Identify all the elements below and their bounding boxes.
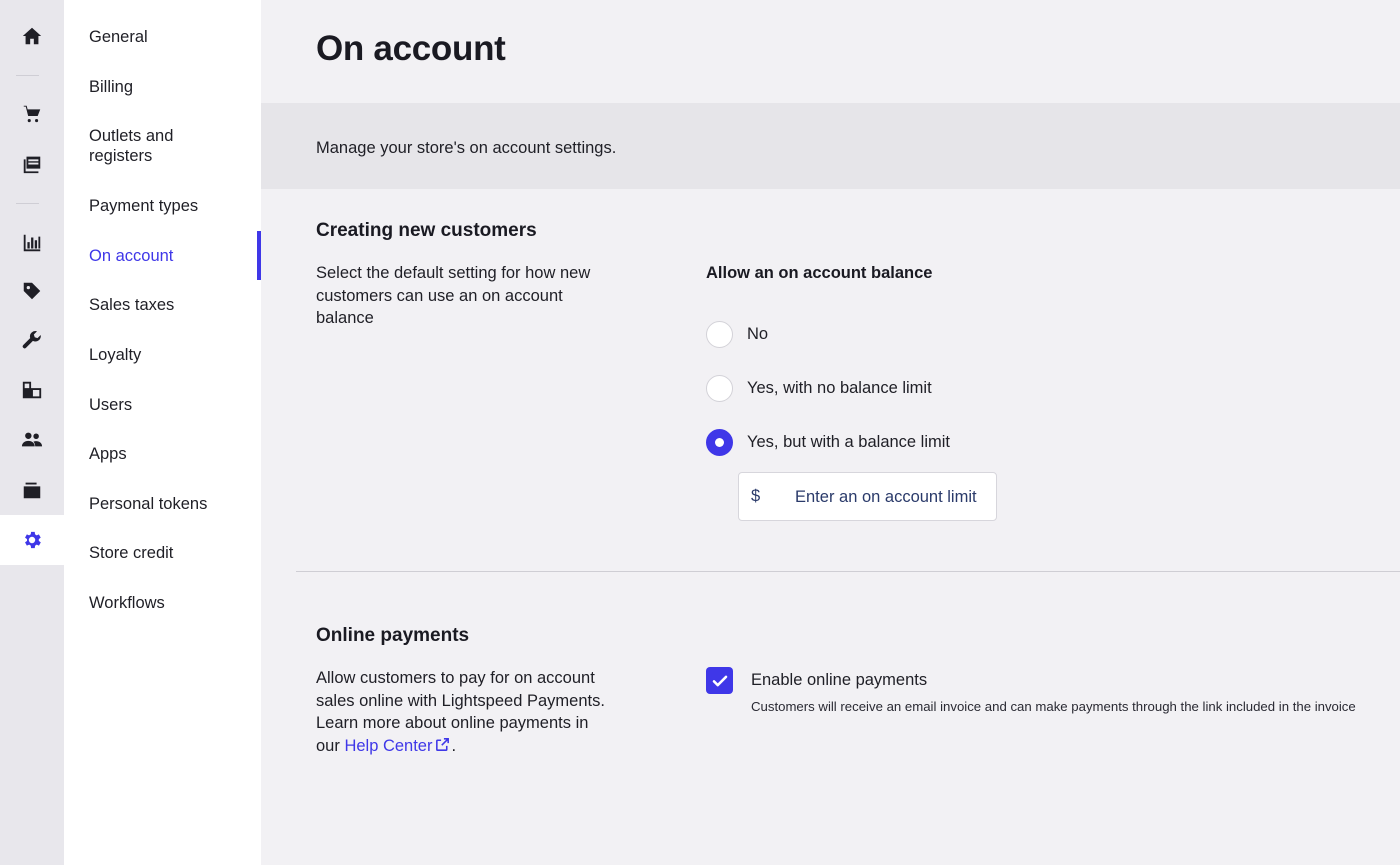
nav-item-loyalty[interactable]: Loyalty: [89, 346, 142, 364]
nav-item-personal-tokens[interactable]: Personal tokens: [89, 495, 208, 513]
help-center-link-text: Help Center: [344, 736, 433, 755]
page-description: Manage your store's on account settings.: [316, 139, 617, 157]
rail-home[interactable]: [0, 11, 64, 61]
cart-icon: [21, 103, 43, 125]
gear-icon: [21, 529, 43, 551]
radio-button[interactable]: [706, 375, 733, 402]
rail-sell[interactable]: [0, 89, 64, 139]
nav-item-sales-taxes[interactable]: Sales taxes: [89, 296, 175, 314]
section-divider: [296, 571, 1400, 572]
page-description-banner: [261, 103, 1400, 189]
radio-option-no[interactable]: [706, 320, 768, 348]
wallet-icon: [21, 479, 43, 501]
nav-item-billing[interactable]: Billing: [89, 78, 134, 96]
description-end: .: [451, 736, 457, 755]
reports-icon: [21, 232, 43, 254]
section-title-new-customers: Creating new customers: [316, 220, 537, 241]
radio-option-with-limit[interactable]: [706, 428, 950, 456]
rail-reports[interactable]: [0, 218, 64, 268]
radio-label: Yes, but with a balance limit: [747, 432, 951, 451]
help-center-link[interactable]: [344, 737, 451, 755]
settings-nav: [64, 0, 261, 865]
radio-option-no-limit[interactable]: [706, 374, 932, 402]
rail-promotions[interactable]: [0, 266, 64, 316]
catalog-icon: [21, 153, 43, 175]
nav-item-workflows[interactable]: Workflows: [89, 594, 165, 612]
home-icon: [21, 25, 43, 47]
account-limit-field[interactable]: [738, 472, 997, 521]
account-limit-input[interactable]: [795, 485, 990, 509]
wrench-icon: [21, 329, 43, 351]
main-content: [261, 0, 1400, 865]
rail-settings[interactable]: [0, 515, 64, 565]
balance-field-label: Allow an on account balance: [706, 264, 933, 282]
rail-ecommerce[interactable]: [0, 465, 64, 515]
nav-item-store-credit[interactable]: Store credit: [89, 544, 174, 562]
nav-item-payment-types[interactable]: Payment types: [89, 197, 199, 215]
rail-divider: [16, 203, 39, 204]
customers-icon: [21, 428, 43, 450]
section-title-online-payments: Online payments: [316, 625, 470, 646]
rail-customers[interactable]: [0, 414, 64, 464]
radio-label: No: [747, 324, 769, 343]
radio-button[interactable]: [706, 321, 733, 348]
radio-label: Yes, with no balance limit: [747, 378, 932, 397]
enable-online-payments-label[interactable]: Enable online payments: [751, 671, 928, 689]
radio-button-selected[interactable]: [706, 429, 733, 456]
enable-online-payments-checkbox[interactable]: [706, 667, 733, 694]
page-title: On account: [316, 29, 506, 68]
external-link-icon: [434, 736, 451, 753]
nav-item-apps[interactable]: Apps: [89, 445, 127, 463]
section-description-online-payments: [316, 667, 616, 757]
nav-item-on-account[interactable]: On account: [89, 247, 174, 265]
checkmark-icon: [711, 672, 729, 690]
rail-catalog[interactable]: [0, 139, 64, 189]
nav-item-users[interactable]: Users: [89, 396, 133, 414]
inventory-icon: [21, 379, 43, 401]
icon-rail: [0, 0, 64, 865]
rail-inventory[interactable]: [0, 365, 64, 415]
nav-item-general[interactable]: General: [89, 28, 148, 46]
online-payments-hint: Customers will receive an email invoice and can make payments through the link included in the invoice: [751, 699, 1356, 714]
tag-icon: [21, 280, 43, 302]
section-description-new-customers: Select the default setting for how new customers can use an on account balance: [316, 264, 591, 327]
currency-prefix: $: [751, 487, 761, 505]
rail-divider: [16, 75, 39, 76]
description-text: Allow customers to pay for on account sales online with Lightspeed Payments. Learn more about online payments in our: [316, 669, 605, 755]
nav-item-outlets-and-registers[interactable]: Outlets and registers: [89, 127, 174, 165]
rail-setup[interactable]: [0, 315, 64, 365]
